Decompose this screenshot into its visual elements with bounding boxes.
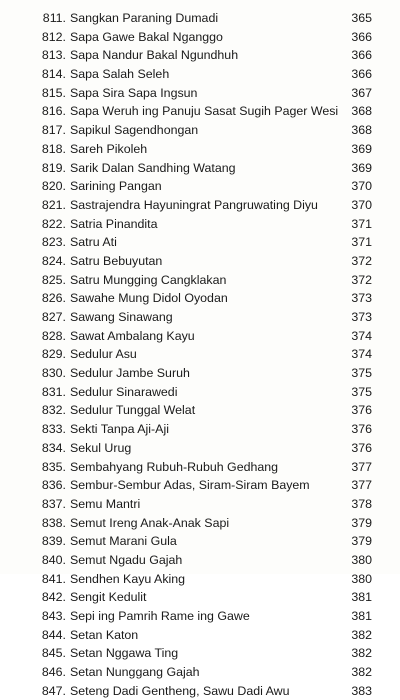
- toc-entry: [36, 271, 372, 290]
- toc-entry: [36, 84, 372, 103]
- entry-number: 843.: [41, 609, 66, 623]
- toc-entry: [36, 364, 372, 383]
- entry-title: Sastrajendra Hayuningrat Pangruwating Diyu: [70, 197, 318, 212]
- entry-page-number: 375: [351, 366, 372, 381]
- toc-entry: [36, 196, 372, 215]
- entry-title: Sedulur Sinarawedi: [70, 384, 178, 399]
- entry-number: 820.: [41, 179, 66, 194]
- entry-page-number: 380: [351, 571, 372, 586]
- entry-title: Sedulur Asu: [70, 347, 137, 362]
- entry-number: 825.: [41, 272, 66, 287]
- toc-entry: [36, 532, 372, 551]
- entry-title: Sarining Pangan: [70, 179, 162, 194]
- toc-entry: [36, 252, 372, 271]
- entry-title: Sengit Kedulit: [70, 590, 147, 605]
- entry-title: Sembur-Sembur Adas, Siram-Siram Bayem: [70, 478, 310, 493]
- entry-number: 811.: [42, 11, 66, 25]
- toc-entry: [36, 102, 372, 121]
- entry-number: 822.: [41, 216, 66, 231]
- entry-title: Semut Marani Gula: [70, 534, 177, 549]
- toc-entry: [36, 644, 372, 663]
- entry-page-number: 372: [351, 253, 372, 268]
- entry-page-number: 366: [351, 29, 372, 44]
- entry-page-number: 377: [351, 459, 372, 474]
- entry-page-number: 374: [351, 328, 372, 343]
- entry-page-number: 370: [351, 179, 372, 194]
- toc-entry: [36, 308, 372, 327]
- entry-number: 837.: [41, 496, 66, 511]
- entry-title: Sapa Salah Seleh: [70, 67, 170, 82]
- entry-title: Semut Ngadu Gajah: [70, 552, 183, 567]
- entry-number: 836.: [41, 478, 66, 493]
- entry-number: 834.: [41, 440, 66, 455]
- toc-entry: [36, 383, 372, 402]
- entry-page-number: 382: [351, 646, 372, 661]
- entry-number: 847.: [41, 683, 66, 698]
- entry-title: Setan Nunggang Gajah: [70, 665, 200, 680]
- toc-entry: [36, 233, 372, 252]
- entry-page-number: 376: [351, 440, 372, 455]
- toc-entry: [36, 626, 372, 645]
- entry-page-number: 371: [351, 235, 372, 250]
- entry-number: 819.: [41, 160, 66, 175]
- entry-number: 824.: [41, 253, 66, 268]
- entry-number: 817.: [41, 123, 66, 138]
- toc-entry: [36, 327, 372, 346]
- entry-number: 826.: [41, 291, 66, 306]
- toc-entry: [36, 121, 372, 140]
- entry-number: 816.: [41, 104, 66, 119]
- entry-page-number: 366: [351, 67, 372, 82]
- entry-title: Sapa Nandur Bakal Ngundhuh: [70, 48, 239, 63]
- entry-number: 829.: [41, 347, 66, 362]
- toc-entry: [36, 682, 372, 700]
- entry-number: 812.: [41, 29, 66, 44]
- toc-entry: [36, 28, 372, 47]
- entry-number: 846.: [41, 665, 66, 680]
- entry-title: Sembahyang Rubuh-Rubuh Gedhang: [70, 459, 279, 474]
- toc-entry: [36, 177, 372, 196]
- entry-page-number: 378: [351, 496, 372, 511]
- entry-title: Sapa Gawe Bakal Nganggo: [70, 29, 223, 44]
- entry-title: Sawahe Mung Didol Oyodan: [70, 291, 228, 306]
- entry-title: Sareh Pikoleh: [70, 141, 148, 156]
- entry-title: Sawang Sinawang: [70, 310, 173, 324]
- entry-number: 815.: [41, 85, 66, 100]
- toc-entry: [36, 65, 372, 84]
- entry-number: 814.: [41, 67, 66, 82]
- entry-title: Satru Bebuyutan: [70, 253, 163, 268]
- entry-page-number: 368: [351, 123, 372, 138]
- toc-entry: [36, 9, 372, 28]
- toc-entry: [36, 439, 372, 458]
- entry-number: 823.: [41, 235, 66, 250]
- entry-number: 842.: [41, 590, 66, 605]
- entry-number: 841.: [41, 571, 66, 586]
- entry-number: 821.: [41, 197, 66, 212]
- toc-entry: [36, 570, 372, 589]
- toc-entry: [36, 514, 372, 533]
- toc-entry: [36, 607, 372, 626]
- entry-title: Sapikul Sagendhongan: [70, 123, 199, 138]
- entry-number: 830.: [41, 366, 66, 381]
- toc-entry: [36, 345, 372, 364]
- toc-entry: [36, 495, 372, 514]
- entry-number: 828.: [41, 328, 66, 343]
- toc-entry: [36, 46, 372, 65]
- entry-title: Semu Mantri: [70, 496, 141, 511]
- toc-entry: [36, 588, 372, 607]
- entry-title: Setan Katon: [70, 627, 139, 642]
- toc-entry: [36, 401, 372, 420]
- toc-list: [36, 9, 372, 700]
- entry-number: 813.: [41, 48, 66, 63]
- entry-page-number: 382: [351, 665, 372, 680]
- entry-title: Sekul Urug: [70, 440, 132, 455]
- entry-page-number: 375: [351, 384, 372, 399]
- entry-page-number: 379: [351, 515, 372, 530]
- entry-page-number: 373: [351, 310, 372, 324]
- entry-page-number: 377: [351, 478, 372, 493]
- entry-page-number: 376: [351, 403, 372, 418]
- entry-title: Sendhen Kayu Aking: [70, 571, 186, 586]
- entry-number: 831.: [41, 384, 66, 399]
- entry-page-number: 373: [351, 291, 372, 306]
- entry-title: Sedulur Tunggal Welat: [70, 403, 196, 418]
- entry-number: 833.: [41, 422, 66, 437]
- toc-entry: [36, 551, 372, 570]
- entry-number: 832.: [41, 403, 66, 418]
- entry-title: Sepi ing Pamrih Rame ing Gawe: [70, 609, 250, 623]
- entry-title: Sekti Tanpa Aji-Aji: [70, 422, 169, 437]
- entry-number: 818.: [41, 141, 66, 156]
- entry-page-number: 369: [351, 141, 372, 156]
- entry-number: 827.: [41, 310, 66, 324]
- entry-number: 845.: [41, 646, 66, 661]
- entry-page-number: 381: [351, 609, 372, 623]
- entry-number: 840.: [41, 552, 66, 567]
- entry-page-number: 368: [351, 104, 372, 119]
- entry-title: Sangkan Paraning Dumadi: [70, 11, 219, 25]
- entry-page-number: 382: [351, 627, 372, 642]
- entry-number: 835.: [41, 459, 66, 474]
- entry-title: Seteng Dadi Gentheng, Sawu Dadi Awu: [70, 683, 290, 698]
- entry-page-number: 383: [351, 683, 372, 698]
- entry-page-number: 365: [351, 11, 372, 25]
- entry-page-number: 372: [351, 272, 372, 287]
- toc-entry: [36, 159, 372, 178]
- entry-page-number: 369: [351, 160, 372, 175]
- entry-title: Satru Ati: [70, 235, 117, 250]
- entry-title: Sedulur Jambe Suruh: [70, 366, 190, 381]
- entry-page-number: 376: [351, 422, 372, 437]
- entry-page-number: 374: [351, 347, 372, 362]
- toc-entry: [36, 458, 372, 477]
- entry-title: Satru Mungging Cangklakan: [70, 272, 227, 287]
- toc-entry: [36, 663, 372, 682]
- entry-number: 839.: [41, 534, 66, 549]
- entry-title: Sawat Ambalang Kayu: [70, 328, 195, 343]
- entry-title: Sarik Dalan Sandhing Watang: [70, 160, 236, 175]
- entry-page-number: 367: [351, 85, 372, 100]
- entry-number: 838.: [41, 515, 66, 530]
- entry-page-number: 371: [351, 216, 372, 231]
- toc-entry: [36, 420, 372, 439]
- entry-title: Setan Nggawa Ting: [70, 646, 179, 661]
- entry-page-number: 370: [351, 197, 372, 212]
- toc-entry: [36, 476, 372, 495]
- entry-title: Sapa Sira Sapa Ingsun: [70, 85, 198, 100]
- entry-number: 844.: [41, 627, 66, 642]
- entry-page-number: 366: [351, 48, 372, 63]
- toc-entry: [36, 289, 372, 308]
- entry-title: Sapa Weruh ing Panuju Sasat Sugih Pager Wesi: [70, 104, 339, 119]
- entry-page-number: 379: [351, 534, 372, 549]
- entry-title: Satria Pinandita: [70, 216, 158, 231]
- toc-entry: [36, 140, 372, 159]
- entry-title: Semut Ireng Anak-Anak Sapi: [70, 515, 230, 530]
- toc-entry: [36, 215, 372, 234]
- entry-page-number: 380: [351, 552, 372, 567]
- entry-page-number: 381: [351, 590, 372, 605]
